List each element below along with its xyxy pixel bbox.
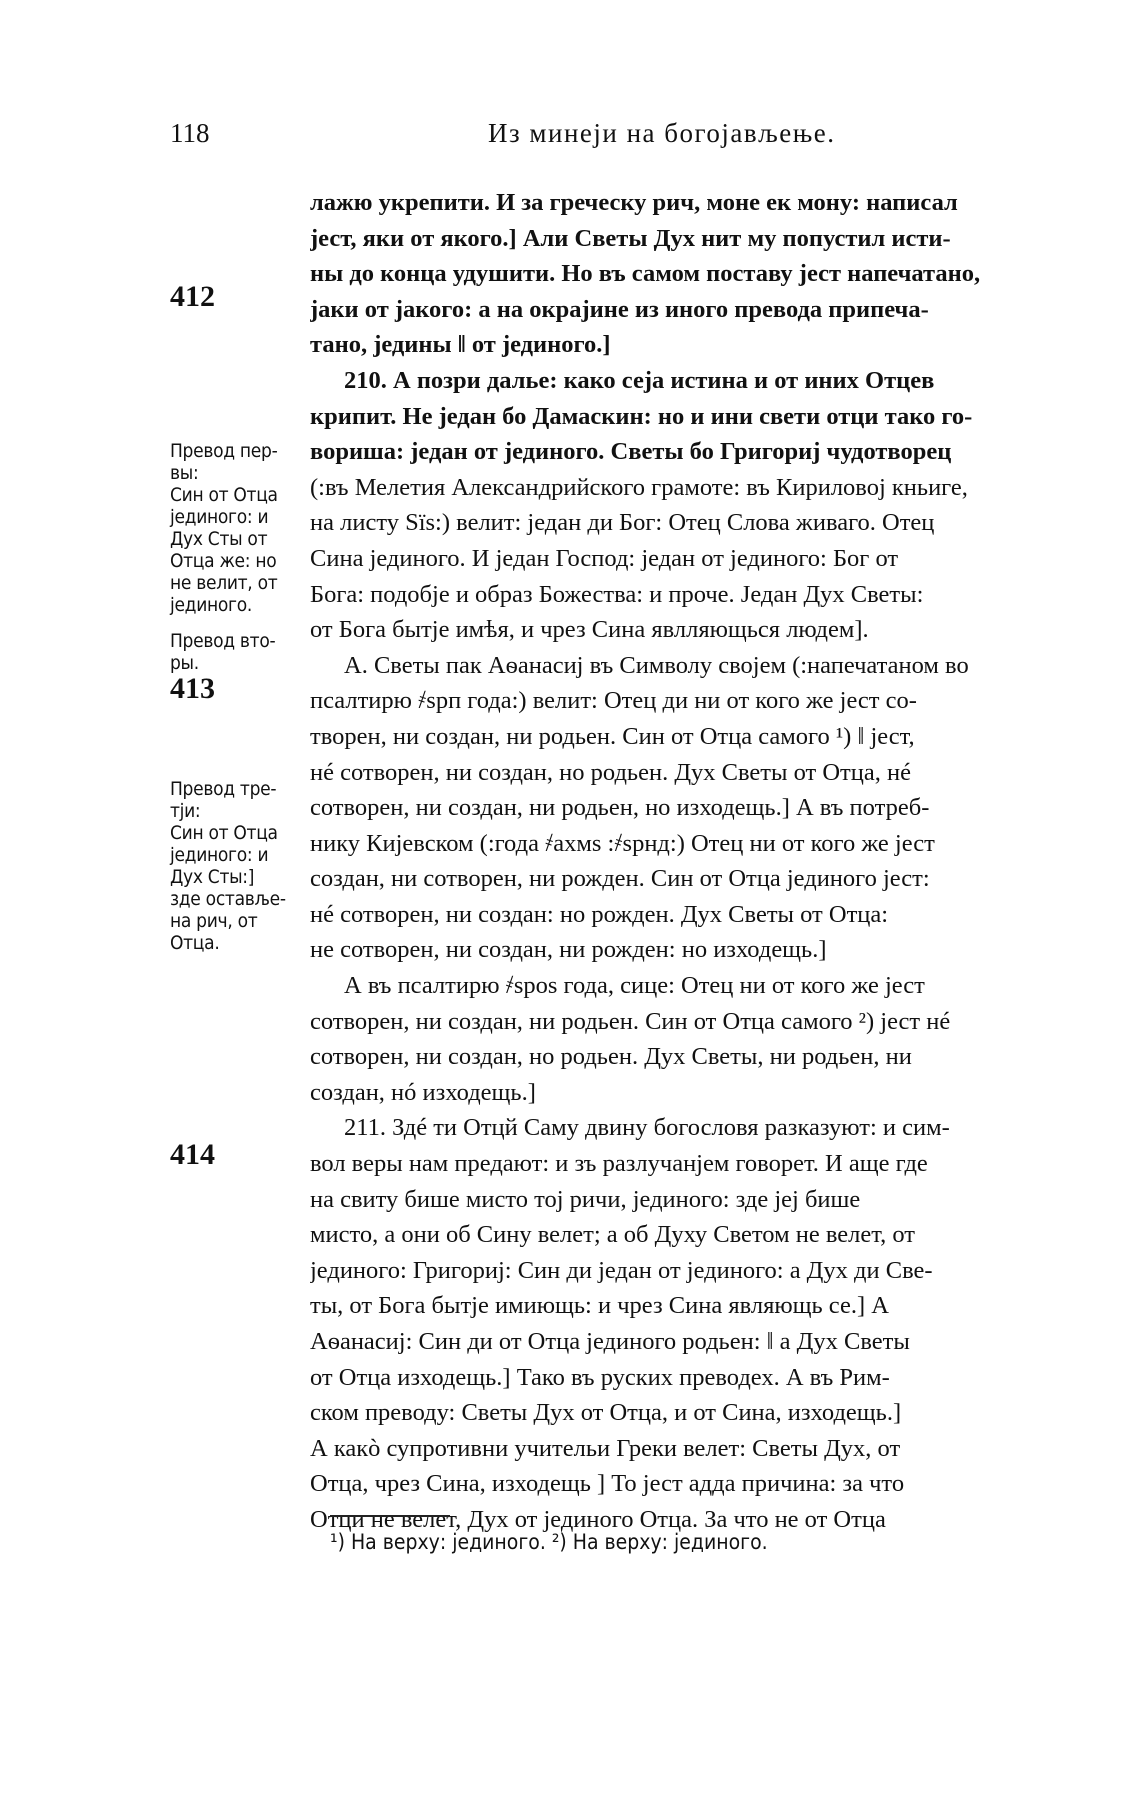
margin-note-line: Превод пер-: [170, 440, 278, 462]
body-line: Отца, чрез Сина, изходещь ] То јест адда причина: за что: [310, 1470, 905, 1498]
paragraph-210-start: 210. А позри дальe: како сеја истина и от иних Отцев: [344, 366, 935, 394]
margin-note-second: [170, 630, 310, 674]
body-text: [310, 185, 1082, 1538]
body-line: не сотворен, ни создан, ни рожден: но изходещь.]: [310, 936, 827, 964]
margin-note-line: Дух Сты:]: [170, 866, 255, 888]
body-line: ны до конца удушити. Но въ самом поставу јест напечатано,: [310, 260, 981, 288]
margin-number-412: 412: [170, 280, 215, 313]
margin-number-414: 414: [170, 1138, 215, 1171]
body-line: от Отца изходещь.] Тако въ руских преводех. А въ Рим-: [310, 1363, 890, 1391]
body-line: крипит. Не један бо Дамаскин: но и ини свети отци тако го-: [310, 402, 973, 430]
margin-note-line: Превод тре-: [170, 778, 277, 800]
footnote-rule: [330, 1515, 450, 1517]
body-line: ты, от Бога бытје имиющь: и чрез Сина являющь се.] А: [310, 1292, 889, 1320]
margin-note-line: јединого.: [170, 594, 252, 616]
body-line: сотворен, ни создан, ни родьен. Син от Отца самого ²) јест нé: [310, 1007, 951, 1035]
body-line: Сина јединого. И један Господ: један от јединого: Бог от: [310, 544, 899, 572]
margin-note-line: ры.: [170, 652, 199, 674]
body-line: јаки от јакого: а на окрајине из иного превода припеча-: [310, 295, 929, 323]
margin-number-413: 413: [170, 672, 215, 705]
margin-note-line: вы:: [170, 462, 199, 484]
margin-note-line: не велит, от: [170, 572, 278, 594]
body-line: на листу Ѕїѕ:) велит: један ди Бог: Отец Слова живаго. Отец: [310, 509, 935, 537]
margin-note-line: јединого: и: [170, 506, 269, 528]
margin-note-line: Отца же: но: [170, 550, 277, 572]
body-line: создан, ни сотворен, ни рожден. Син от Отца јединого јест:: [310, 865, 930, 893]
body-line: нику Кијевском (:года ҂ахмѕ :҂ѕрнд:) Отец ни от кого же јест: [310, 829, 935, 857]
margin-note-line: јединого: и: [170, 844, 269, 866]
body-line: Бога: подобје и образ Божества: и проче. Један Дух Светы:: [310, 580, 924, 608]
body-line: псалтирю ҂ѕрп года:) велит: Отец ди ни от кого же јест со-: [310, 687, 917, 715]
body-line: ском преводу: Светы Дух от Отца, и от Сина, изходещь.]: [310, 1399, 902, 1427]
margin-note-line: Син от Отца: [170, 484, 278, 506]
margin-note-first: [170, 440, 310, 616]
page-number: 118: [170, 118, 210, 148]
margin-note-line: Дух Сты от: [170, 528, 268, 550]
body-line: от Бога бытје имѣя, и чрез Сина явлляющься людем].: [310, 616, 869, 644]
margin-note-line: Превод вто-: [170, 630, 276, 652]
margin-note-third: [170, 778, 310, 954]
body-line: нé сотворен, ни создан: но рожден. Дух Светы от Отца:: [310, 900, 889, 928]
body-line: (:въ Мелетия Александрийского грамоте: въ Кириловој кньиге,: [310, 473, 968, 501]
margin-note-line: Син от Отца: [170, 822, 278, 844]
body-line: сотворен, ни создан, но родьен. Дух Светы, ни родьен, ни: [310, 1043, 912, 1071]
body-line: јединого: Григориј: Син ди један от јединого: а Дух ди Све-: [310, 1256, 933, 1284]
body-line: мисто, а они об Сину велет; а об Духу Светом не велет, от: [310, 1221, 915, 1249]
body-line: јест, яки от якого.] Али Светы Дух нит му попустил исти-: [310, 224, 951, 252]
body-line: Отци не велет, Дух от јединого Отца. За что не от Отца: [310, 1505, 886, 1533]
body-line: А. Светы пак Аѳанасиј въ Символу својем (:напечатаном во: [344, 651, 969, 679]
margin-note-line: тји:: [170, 800, 201, 822]
running-head: Из минеји на богојављење.: [488, 118, 836, 148]
paragraph-211-start: 211. Здé ти Отцй Саму двину богословя разказуют: и сим-: [344, 1114, 950, 1142]
body-line: творен, ни создан, ни родьен. Син от Отца самого ¹) ‖ јест,: [310, 722, 915, 750]
body-line: лажю укрепити. И за греческу рич, моне ек мону: написал: [310, 189, 958, 216]
body-line: сотворен, ни создан, ни родьен, но изходещь.] А въ потреб-: [310, 794, 930, 822]
body-line: Аѳанасиј: Син ди от Отца јединого родьен: ‖ а Дух Светы: [310, 1328, 910, 1355]
body-line: вол веры нам предают: и зъ разлучанјем говорет. И аще где: [310, 1150, 928, 1178]
margin-note-line: зде оставље-: [170, 888, 286, 910]
body-line: вориша: један от јединого. Светы бо Григориј чудотворец: [310, 438, 952, 466]
margin-note-line: Отца.: [170, 932, 220, 954]
margin-note-line: на рич, от: [170, 910, 258, 932]
footnote: ¹) На верху: јединого. ²) На верху: јединого.: [330, 1530, 768, 1554]
body-line: А какò супротивни учительи Греки велет: Светы Дух, от: [310, 1434, 901, 1462]
body-line: на свиту бише мисто тој ричи, јединого: зде јеј бише: [310, 1185, 861, 1213]
body-line: нé сотворен, ни создан, но родьен. Дух Светы от Отца, нé: [310, 758, 911, 786]
body-line: тано, једины ‖ от јединого.]: [310, 331, 611, 359]
body-line: создан, нó изходещь.]: [310, 1078, 536, 1106]
body-line: А въ псалтирю ҂ѕроѕ года, сице: Отец ни от кого же јест: [344, 972, 925, 1000]
